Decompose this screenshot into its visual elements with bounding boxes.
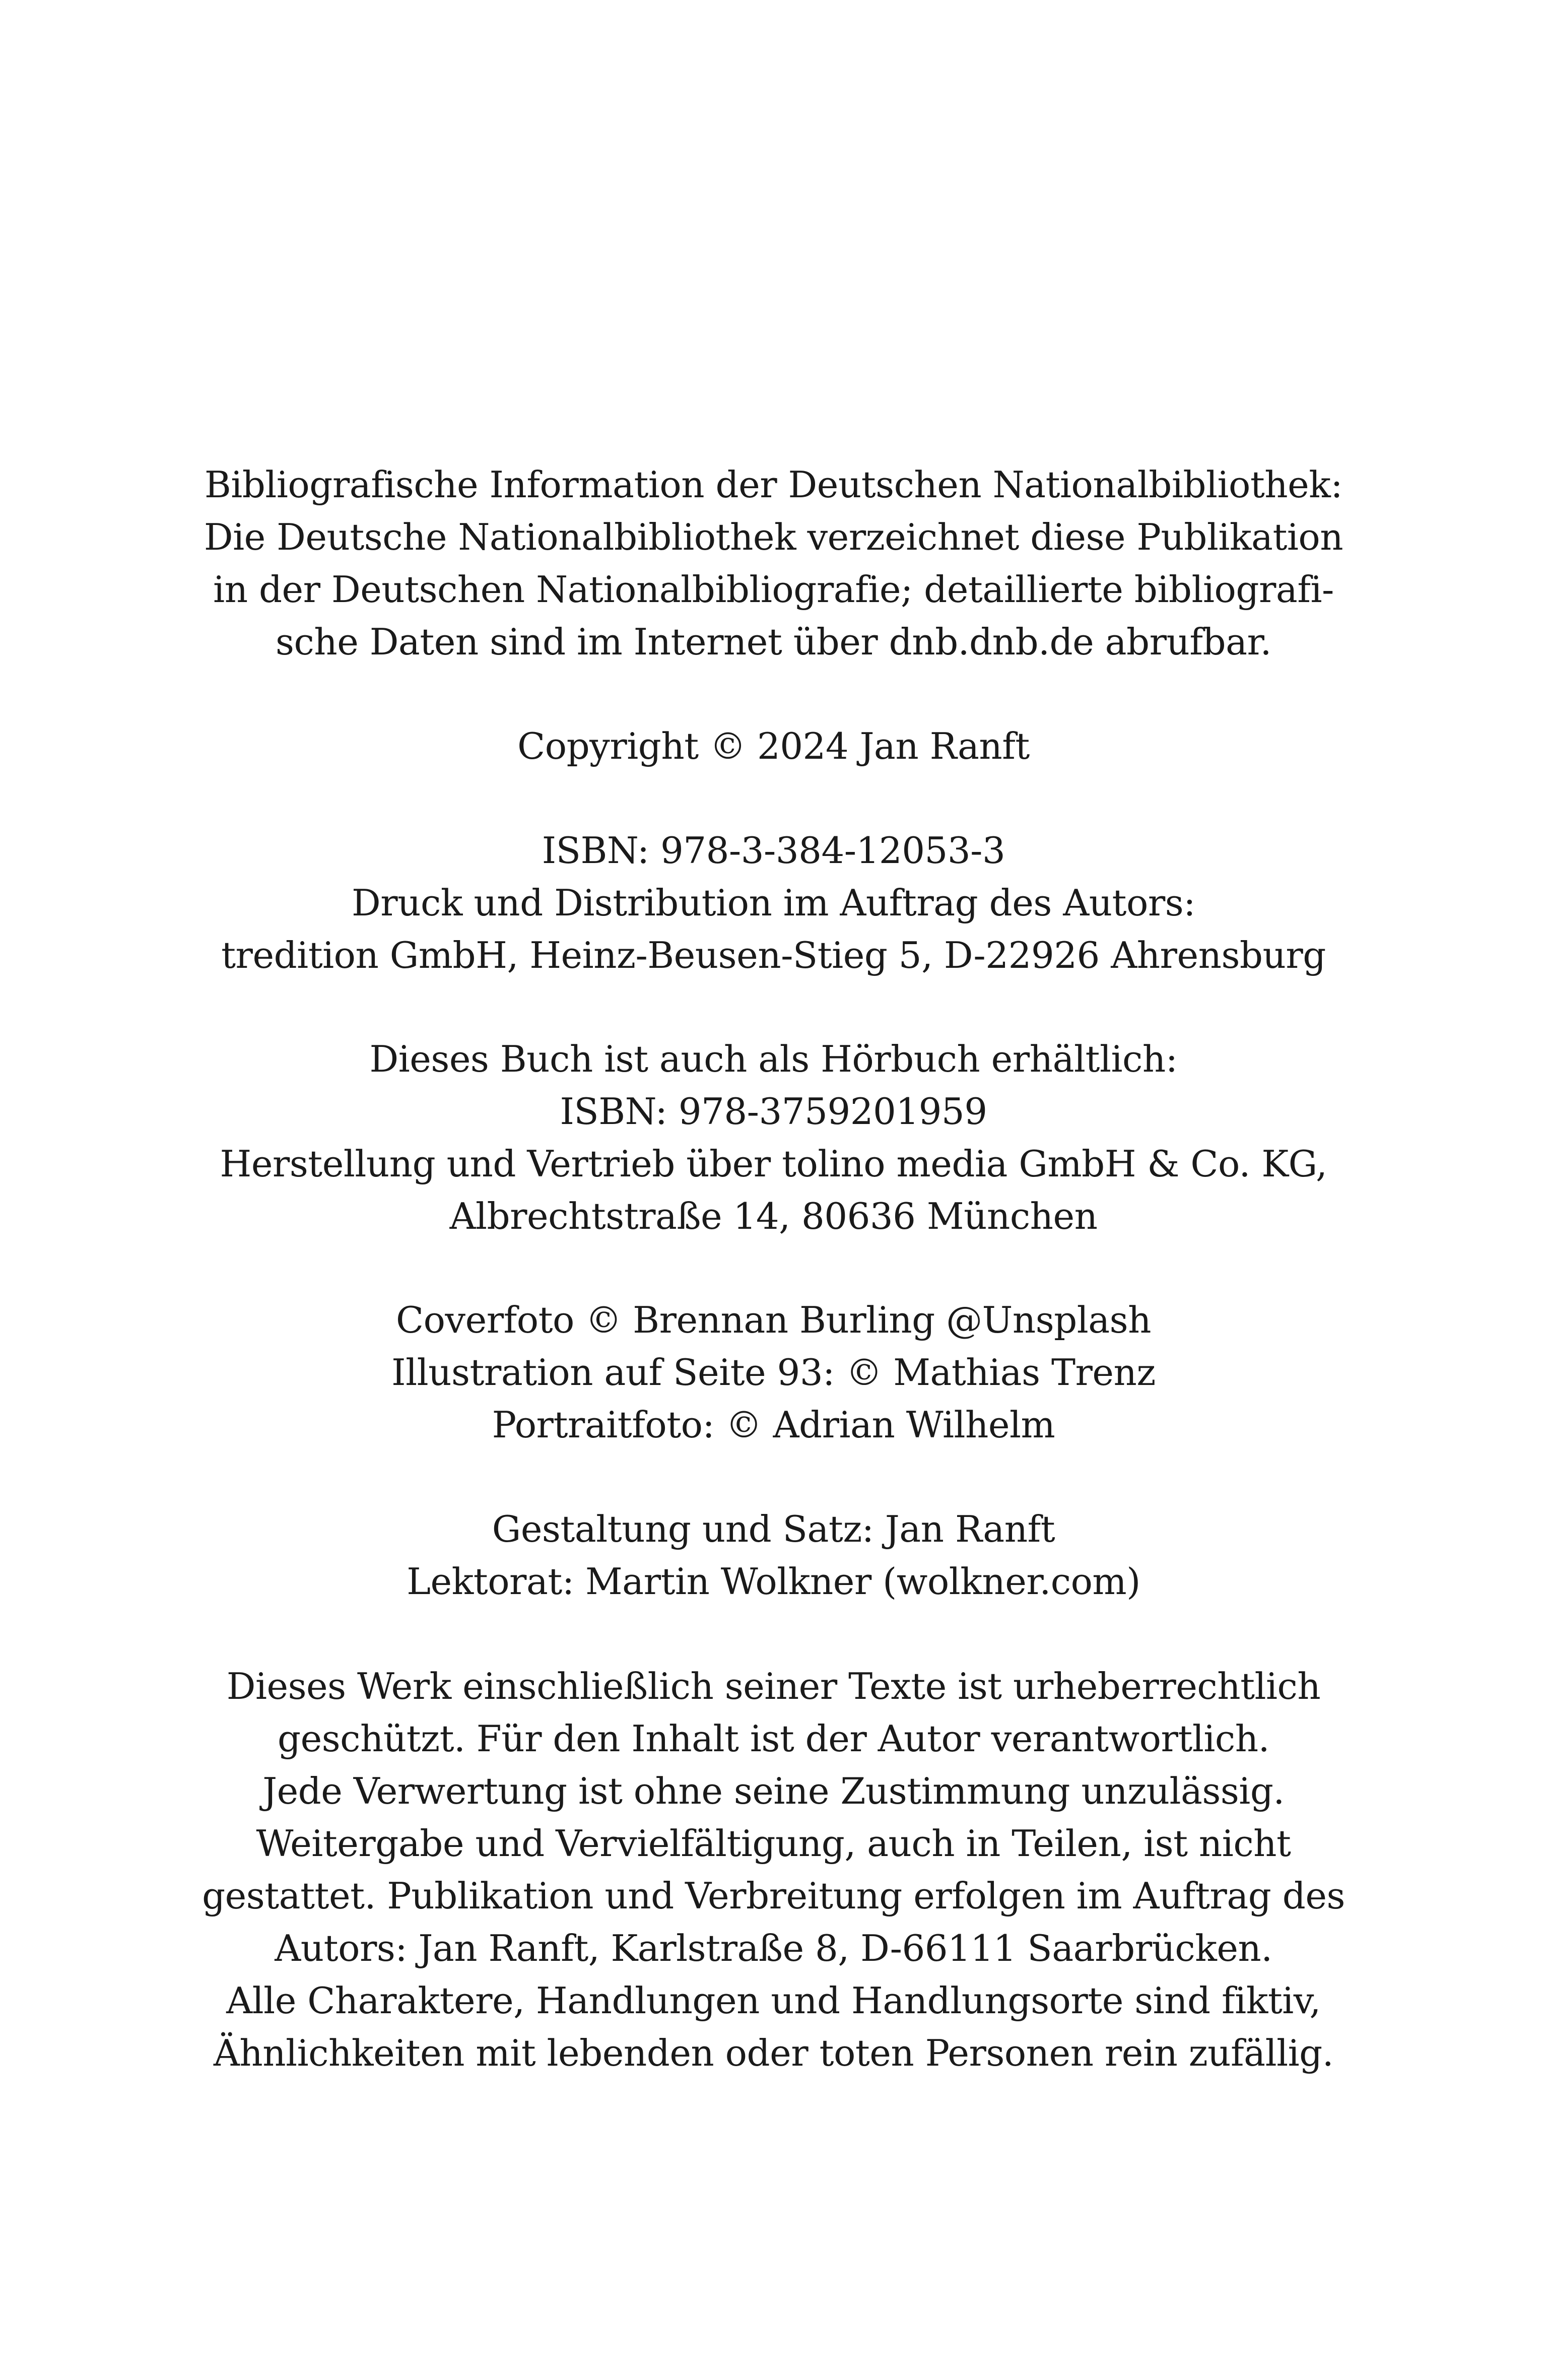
legal-notice-line: Ähnlichkeiten mit lebenden oder toten Personen rein zufällig. <box>213 2032 1334 2074</box>
bibliographic-info-line: Bibliografische Information der Deutschen Nationalbibliothek: <box>204 464 1343 506</box>
print-isbn: ISBN: 978-3-384-12053-3 <box>542 829 1005 872</box>
legal-notice-line: Jede Verwertung ist ohne seine Zustimmung unzulässig. <box>262 1770 1285 1812</box>
bibliographic-info-line: Die Deutsche Nationalbibliothek verzeichnet diese Publikation <box>204 516 1343 558</box>
legal-notice-block <box>151 1660 1396 2079</box>
bibliographic-info-line: in der Deutschen Nationalbibliografie; detaillierte bibliografi- <box>213 568 1334 611</box>
bibliographic-info-line: sche Daten sind im Internet über dnb.dnb.de abrufbar. <box>276 621 1271 663</box>
audiobook-isbn: ISBN: 978-3759201959 <box>560 1090 987 1133</box>
audiobook-block <box>151 1033 1396 1242</box>
editor-credit: Lektorat: Martin Wolkner (wolkner.com) <box>407 1560 1140 1603</box>
legal-notice-line: Autors: Jan Ranft, Karlstraße 8, D-66111 Saarbrücken. <box>275 1927 1272 1969</box>
audiobook-distributor: Herstellung und Vertrieb über tolino media GmbH & Co. KG, <box>220 1143 1327 1185</box>
portrait-photo-credit: Portraitfoto: © Adrian Wilhelm <box>492 1404 1055 1446</box>
image-credits-block <box>151 1294 1396 1451</box>
production-credits-block <box>151 1503 1396 1608</box>
design-credit: Gestaltung und Satz: Jan Ranft <box>492 1508 1055 1550</box>
cover-photo-credit: Coverfoto © Brennan Burling @Unsplash <box>395 1299 1152 1341</box>
print-publisher-address: tredition GmbH, Heinz-Beusen-Stieg 5, D-22926 Ahrensburg <box>221 934 1326 976</box>
legal-notice-line: Alle Charaktere, Handlungen und Handlungsorte sind fiktiv, <box>226 1979 1321 2022</box>
audiobook-intro: Dieses Buch ist auch als Hörbuch erhältlich: <box>369 1038 1178 1080</box>
legal-notice-line: Weitergabe und Vervielfältigung, auch in Teilen, ist nicht <box>256 1822 1291 1865</box>
copyright-block <box>151 720 1396 772</box>
print-distribution-line: Druck und Distribution im Auftrag des Autors: <box>352 882 1195 924</box>
illustration-credit: Illustration auf Seite 93: © Mathias Trenz <box>391 1351 1156 1394</box>
legal-notice-line: Dieses Werk einschließlich seiner Texte ist urheberrechtlich <box>226 1665 1321 1707</box>
audiobook-distributor-address: Albrechtstraße 14, 80636 München <box>449 1195 1098 1237</box>
legal-notice-line: geschützt. Für den Inhalt ist der Autor verantwortlich. <box>278 1717 1269 1760</box>
bibliographic-info-block <box>151 458 1396 668</box>
print-edition-block <box>151 824 1396 981</box>
legal-notice-line: gestattet. Publikation und Verbreitung erfolgen im Auftrag des <box>202 1875 1345 1917</box>
copyright-notice: Copyright © 2024 Jan Ranft <box>517 725 1030 767</box>
